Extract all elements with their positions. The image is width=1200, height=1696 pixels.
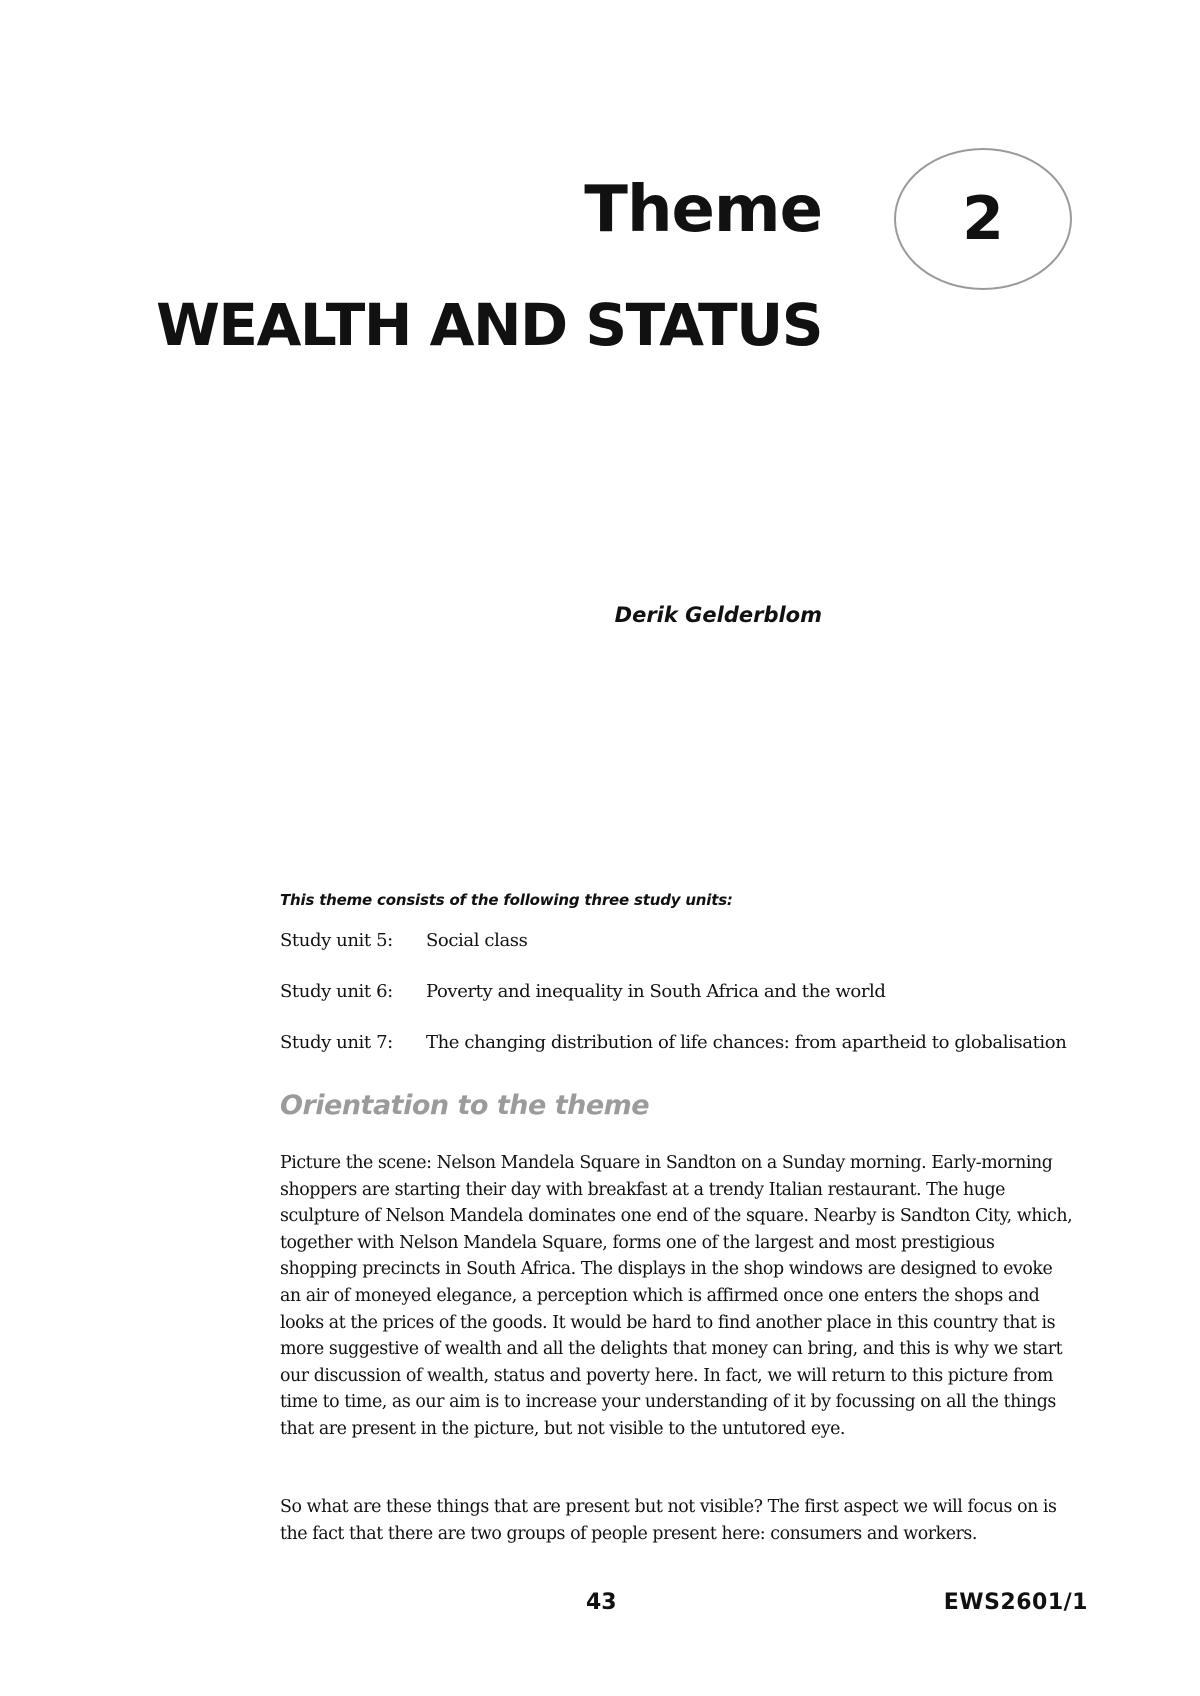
study-units-intro: This theme consists of the following three study units: <box>280 891 733 909</box>
theme-label: Theme <box>584 173 822 247</box>
study-units-list <box>280 930 1100 1083</box>
section-heading-orientation: Orientation to the theme <box>280 1090 650 1121</box>
study-unit-label: Study unit 7: <box>280 1032 393 1053</box>
study-unit-title: Social class <box>426 930 528 951</box>
study-unit-title: Poverty and inequality in South Africa and the world <box>426 981 886 1002</box>
page-number: 43 <box>586 1590 617 1615</box>
theme-number-badge <box>894 148 1072 290</box>
body-paragraph: Picture the scene: Nelson Mandela Square in Sandton on a Sunday morning. Early-morning shoppers are starting their day with breakfast at a trendy Italian restaurant. The huge sculpture of Nelson Mandela dominates one end of the square. Nearby is Sandton City, which, together with Nelson Mandela Square, forms one of the largest and most prestigious shopping precincts in South Africa. The displays in the shop windows are designed to evoke an air of moneyed elegance, a perception which is affirmed once one enters the shops and looks at the prices of the goods. It would be hard to find another place in this country that is more suggestive of wealth and all the delights that money can bring, and this is why we start our discussion of wealth, status and poverty here. In fact, we will return to this picture from time to time, as our aim is to increase your understanding of it by focussing on all the things that are present in the picture, but not visible to the untutored eye. <box>280 1153 1073 1439</box>
study-unit-row <box>280 981 1100 1032</box>
body-paragraph: So what are these things that are present but not visible? The first aspect we will focus on is the fact that there are two groups of people present here: consumers and workers. <box>280 1497 1057 1544</box>
study-unit-title: The changing distribution of life chances: from apartheid to globalisation <box>426 1032 1067 1053</box>
study-unit-row <box>280 1032 1100 1083</box>
study-unit-row <box>280 930 1100 981</box>
author-name: Derik Gelderblom <box>614 603 822 627</box>
study-unit-label: Study unit 5: <box>280 930 393 951</box>
course-code: EWS2601/1 <box>943 1590 1088 1615</box>
study-unit-label: Study unit 6: <box>280 981 393 1002</box>
page-title: WEALTH AND STATUS <box>155 291 822 359</box>
theme-number: 2 <box>962 184 1004 254</box>
